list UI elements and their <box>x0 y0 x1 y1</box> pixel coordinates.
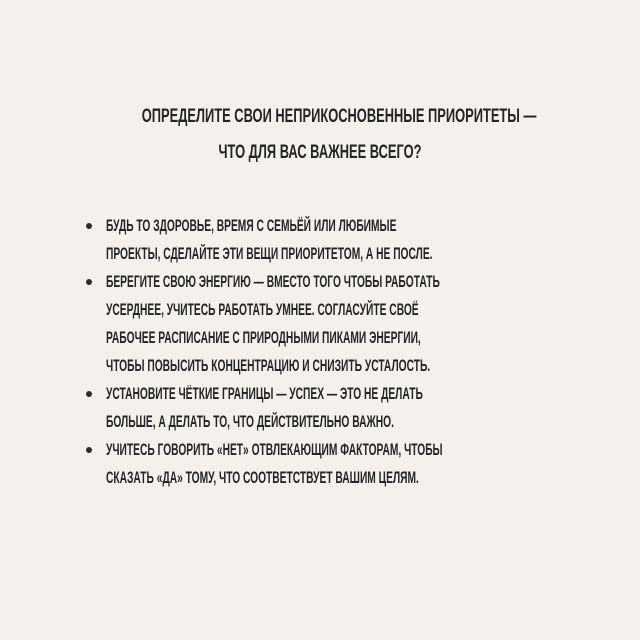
list-item-text-line: БЕРЕГИТЕ СВОЮ ЭНЕРГИЮ — ВМЕСТО ТОГО ЧТОБЫ РАБОТАТЬ <box>106 273 440 291</box>
page-title <box>141 98 537 170</box>
bullet-icon <box>86 279 92 285</box>
bullet-icon <box>86 391 92 397</box>
list-item <box>80 380 600 436</box>
list-item-text-line: БУДЬ ТО ЗДОРОВЬЕ, ВРЕМЯ С СЕМЬЁЙ ИЛИ ЛЮБИМЫЕ <box>106 217 397 235</box>
page-title-line-1: ОПРЕДЕЛИТЕ СВОИ НЕПРИКОСНОВЕННЫЕ ПРИОРИТЕТЫ — <box>141 105 537 127</box>
list-item-text-line: ЧТОБЫ ПОВЫСИТЬ КОНЦЕНТРАЦИЮ И СНИЗИТЬ УСТАЛОСТЬ. <box>106 357 431 375</box>
list-item-text-line: РАБОЧЕЕ РАСПИСАНИЕ С ПРИРОДНЫМИ ПИКАМИ ЭНЕРГИИ, <box>106 329 421 347</box>
list-item-text-line: УЧИТЕСЬ ГОВОРИТЬ «НЕТ» ОТВЛЕКАЮЩИМ ФАКТОРАМ, ЧТОБЫ <box>106 441 443 459</box>
list-item-text-line: СКАЗАТЬ «ДА» ТОМУ, ЧТО СООТВЕТСТВУЕТ ВАШИМ ЦЕЛЯМ. <box>106 469 419 487</box>
list-item-text-line: УСТАНОВИТЕ ЧЁТКИЕ ГРАНИЦЫ — УСПЕХ — ЭТО НЕ ДЕЛАТЬ <box>106 385 423 403</box>
list-item <box>80 212 600 268</box>
list-item <box>80 436 600 492</box>
list-item-text-line: БОЛЬШЕ, А ДЕЛАТЬ ТО, ЧТО ДЕЙСТВИТЕЛЬНО ВАЖНО. <box>106 413 394 431</box>
page-title-line-2: ЧТО ДЛЯ ВАС ВАЖНЕЕ ВСЕГО? <box>218 141 422 163</box>
bullet-icon <box>86 223 92 229</box>
bullet-icon <box>86 447 92 453</box>
list-item <box>80 268 600 380</box>
list-item-text-line: УСЕРДНЕЕ, УЧИТЕСЬ РАБОТАТЬ УМНЕЕ. СОГЛАСУЙТЕ СВОЁ <box>106 301 419 319</box>
priority-list <box>80 212 600 492</box>
list-item-text-line: ПРОЕКТЫ, СДЕЛАЙТЕ ЭТИ ВЕЩИ ПРИОРИТЕТОМ, А НЕ ПОСЛЕ. <box>106 245 433 263</box>
